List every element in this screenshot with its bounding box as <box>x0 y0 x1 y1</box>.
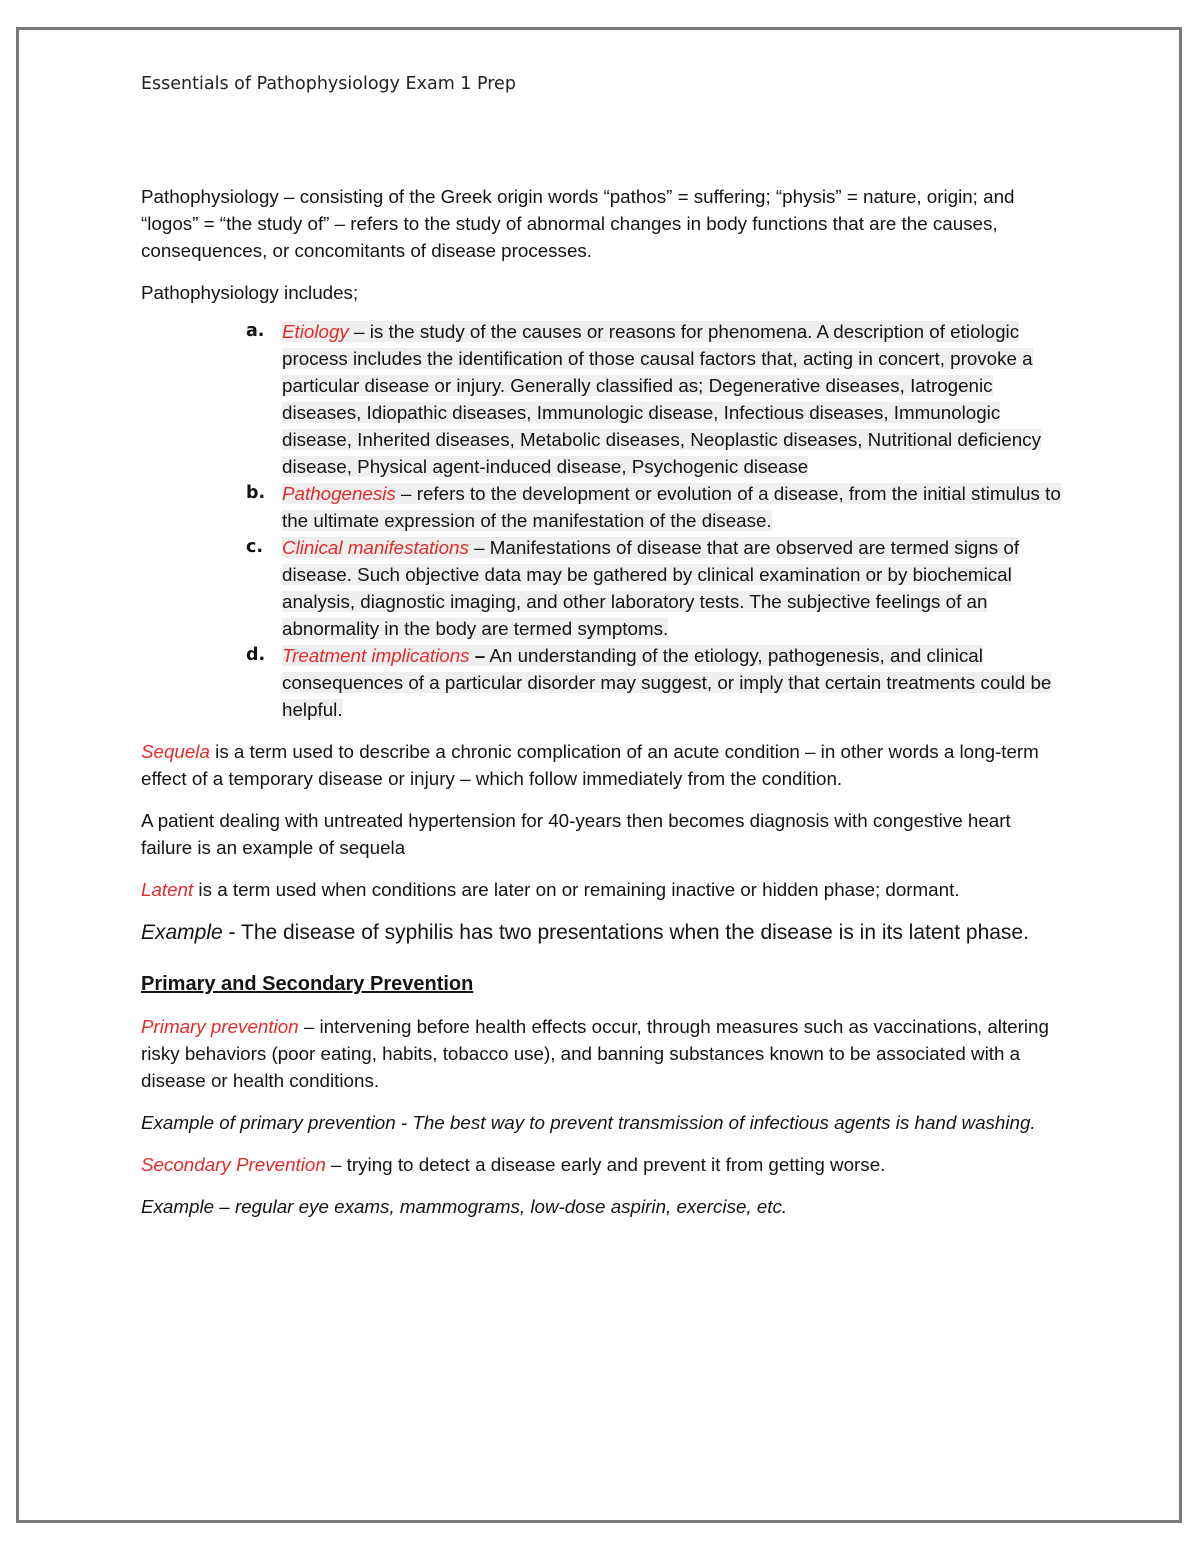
definition-pathogenesis: – refers to the development or evolution of a disease, from the initial stimulus to the ultimate expression of the manifestation of the disease. <box>282 483 1061 531</box>
term-etiology: Etiology <box>282 321 349 342</box>
latent-example-text: - The disease of syphilis has two presentations when the disease is in its latent phase. <box>222 921 1029 944</box>
latent-paragraph <box>141 876 1066 903</box>
primary-prevention-example: Example of primary prevention - The best way to prevent transmission of infectious agents is hand washing. <box>141 1112 1036 1133</box>
latent-example <box>141 918 1066 948</box>
list-item-etiology <box>246 318 1066 480</box>
definition-latent: is a term used when conditions are later on or remaining inactive or hidden phase; dormant. <box>193 879 960 900</box>
definition-primary-prevention: – intervening before health effects occur, through measures such as vaccinations, altering risky behaviors (poor eating, habits, tobacco use), and banning substances known to be associated with a disease or health conditions. <box>141 1016 1049 1091</box>
list-marker: a. <box>246 321 265 341</box>
definition-clinical-manifestations: – Manifestations of disease that are observed are termed signs of disease. Such objective data may be gathered by clinical examination or by biochemical analysis, diagnostic imaging, and other laboratory tests. The subjective feelings of an abnormality in the body are termed symptoms. <box>282 537 1020 639</box>
definition-treatment-implications: An understanding of the etiology, pathogenesis, and clinical consequences of a particular disorder may suggest, or imply that certain treatments could be helpful. <box>282 645 1052 720</box>
term-dash: – <box>469 645 486 666</box>
includes-label: Pathophysiology includes; <box>141 282 359 303</box>
list-item-clinical-manifestations <box>246 534 1066 642</box>
secondary-prevention-paragraph <box>141 1151 1066 1178</box>
definition-sequela: is a term used to describe a chronic complication of an acute condition – in other words a long-term effect of a temporary disease or injury – which follow immediately from the condition. <box>141 741 1039 789</box>
latent-example-label: Example <box>141 921 223 944</box>
term-pathogenesis: Pathogenesis <box>282 483 396 504</box>
list-marker: d. <box>246 645 266 665</box>
pathophysiology-list <box>141 318 1066 723</box>
term-latent: Latent <box>141 879 194 900</box>
term-secondary-prevention: Secondary Prevention <box>141 1154 326 1175</box>
definition-secondary-prevention: – trying to detect a disease early and prevent it from getting worse. <box>325 1154 886 1175</box>
section-heading: Primary and Secondary Prevention <box>141 973 474 995</box>
document-header: Essentials of Pathophysiology Exam 1 Prep <box>141 74 516 94</box>
intro-paragraph: Pathophysiology – consisting of the Greek origin words “pathos” = suffering; “physis” = nature, origin; and “logos” = “the study of” – refers to the study of abnormal changes in body functions that are the causes, consequences, or concomitants of disease processes. <box>141 186 1015 261</box>
term-treatment-implications: Treatment implications <box>282 645 470 666</box>
list-marker: b. <box>246 483 266 503</box>
list-item-pathogenesis <box>246 480 1066 534</box>
term-primary-prevention: Primary prevention <box>141 1016 299 1037</box>
definition-etiology: – is the study of the causes or reasons for phenomena. A description of etiologic process includes the identification of those causal factors that, acting in concert, provoke a particular disease or injury. Generally classified as; Degenerative diseases, Iatrogenic diseases, Idiopathic diseases, Immunologic disease, Infectious diseases, Immunologic disease, Inherited diseases, Metabolic diseases, Neoplastic diseases, Nutritional deficiency disease, Physical agent-induced disease, Psychogenic disease <box>282 321 1041 477</box>
secondary-prevention-example: Example – regular eye exams, mammograms, low-dose aspirin, exercise, etc. <box>141 1196 788 1217</box>
term-sequela: Sequela <box>141 741 210 762</box>
document-body <box>141 183 1066 1220</box>
list-item-treatment-implications <box>246 642 1066 723</box>
list-marker: c. <box>246 537 264 557</box>
sequela-paragraph <box>141 738 1066 792</box>
term-clinical-manifestations: Clinical manifestations <box>282 537 469 558</box>
sequela-example: A patient dealing with untreated hypertension for 40-years then becomes diagnosis with congestive heart failure is an example of sequela <box>141 810 1011 858</box>
primary-prevention-paragraph <box>141 1013 1066 1094</box>
